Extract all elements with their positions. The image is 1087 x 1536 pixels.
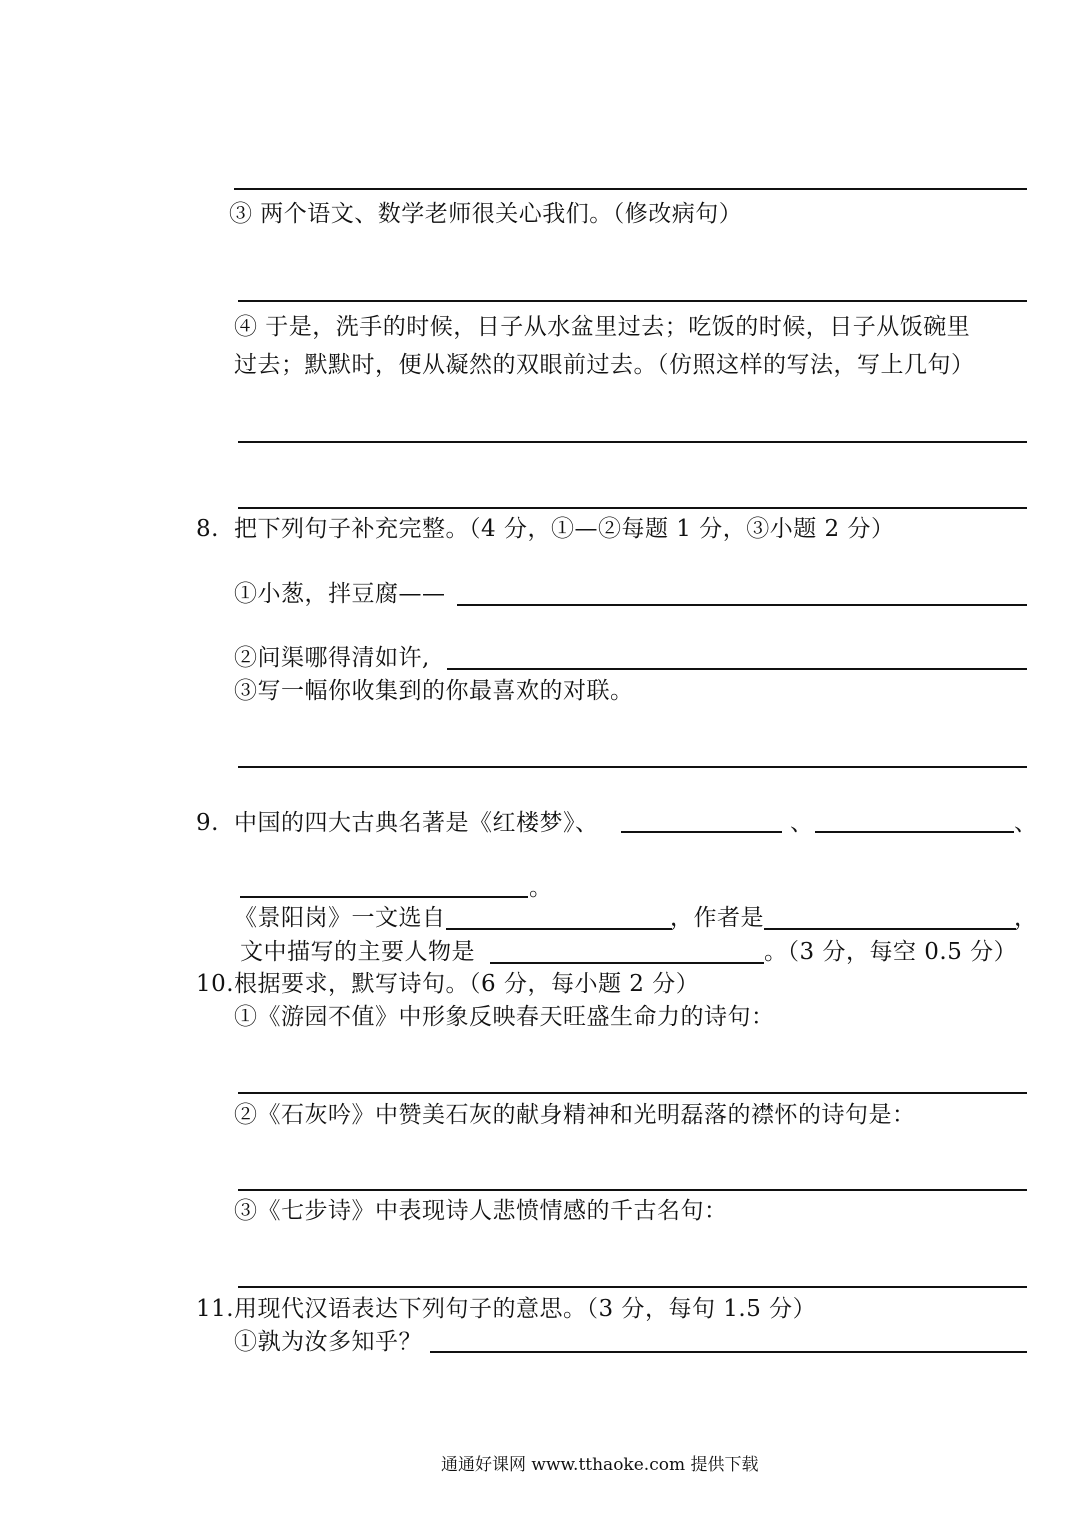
answer-line[interactable] <box>240 896 528 898</box>
answer-line[interactable] <box>238 300 1027 302</box>
answer-line[interactable] <box>238 1189 1027 1191</box>
q10-prompt: 根据要求，默写诗句。（6 分，每小题 2 分） <box>234 971 700 997</box>
q7-item4-line2: 过去；默默时，便从凝然的双眼前过去。（仿照这样的写法，写上几句） <box>234 352 975 378</box>
footer-credit: 通通好课网 www.tthaoke.com 提供下载 <box>441 1455 759 1475</box>
answer-line[interactable] <box>234 188 1027 190</box>
q8-item2: ②问渠哪得清如许, <box>234 645 430 671</box>
q8-item1: ①小葱，拌豆腐—— <box>234 581 446 607</box>
q11-item1: ①孰为汝多知乎？ <box>234 1329 422 1355</box>
answer-line[interactable] <box>238 1286 1027 1288</box>
answer-line[interactable] <box>446 928 672 930</box>
q9-sep1: 、 <box>790 810 814 836</box>
answer-line[interactable] <box>238 507 1027 509</box>
q9-line3-b: 。（3 分，每空 0.5 分） <box>764 939 1018 965</box>
answer-line[interactable] <box>490 962 764 964</box>
q8-item3: ③写一幅你收集到的你最喜欢的对联。 <box>234 678 634 704</box>
q7-item3: ③ 两个语文、数学老师很关心我们。（修改病句） <box>229 201 743 227</box>
answer-line[interactable] <box>457 604 1027 606</box>
answer-line[interactable] <box>447 668 1027 670</box>
q7-item4-line1: ④ 于是，洗手的时候，日子从水盆里过去；吃饭的时候，日子从饭碗里 <box>234 314 971 340</box>
answer-line[interactable] <box>238 441 1027 443</box>
q10-item2: ②《石灰吟》中赞美石灰的献身精神和光明磊落的襟怀的诗句是： <box>234 1102 916 1128</box>
answer-line[interactable] <box>238 766 1027 768</box>
q8-prompt: 把下列句子补充完整。（4 分，①—②每题 1 分，③小题 2 分） <box>234 516 895 542</box>
q9-number: 9. <box>196 810 219 836</box>
q9-line3-a: 文中描写的主要人物是 <box>240 939 475 965</box>
answer-line[interactable] <box>815 831 1014 833</box>
answer-line[interactable] <box>764 928 1016 930</box>
q9-sep2: 、 <box>1014 810 1038 836</box>
q9-line2-b: ，作者是 <box>670 905 764 931</box>
q9-prompt: 中国的四大古典名著是《红楼梦》、 <box>234 810 599 836</box>
q9-line2-c: ， <box>1014 905 1038 931</box>
q9-line2-a: 《景阳岗》一文选自 <box>234 905 446 931</box>
q10-item3: ③《七步诗》中表现诗人悲愤情感的千古名句： <box>234 1198 728 1224</box>
answer-line[interactable] <box>430 1351 1027 1353</box>
q9-end1: 。 <box>529 875 553 901</box>
answer-line[interactable] <box>238 1092 1027 1094</box>
q8-number: 8. <box>196 516 219 542</box>
q10-number: 10. <box>196 971 235 997</box>
q11-prompt: 用现代汉语表达下列句子的意思。（3 分，每句 1.5 分） <box>234 1296 817 1322</box>
q11-number: 11. <box>196 1296 235 1322</box>
q10-item1: ①《游园不值》中形象反映春天旺盛生命力的诗句： <box>234 1004 775 1030</box>
answer-line[interactable] <box>621 831 782 833</box>
